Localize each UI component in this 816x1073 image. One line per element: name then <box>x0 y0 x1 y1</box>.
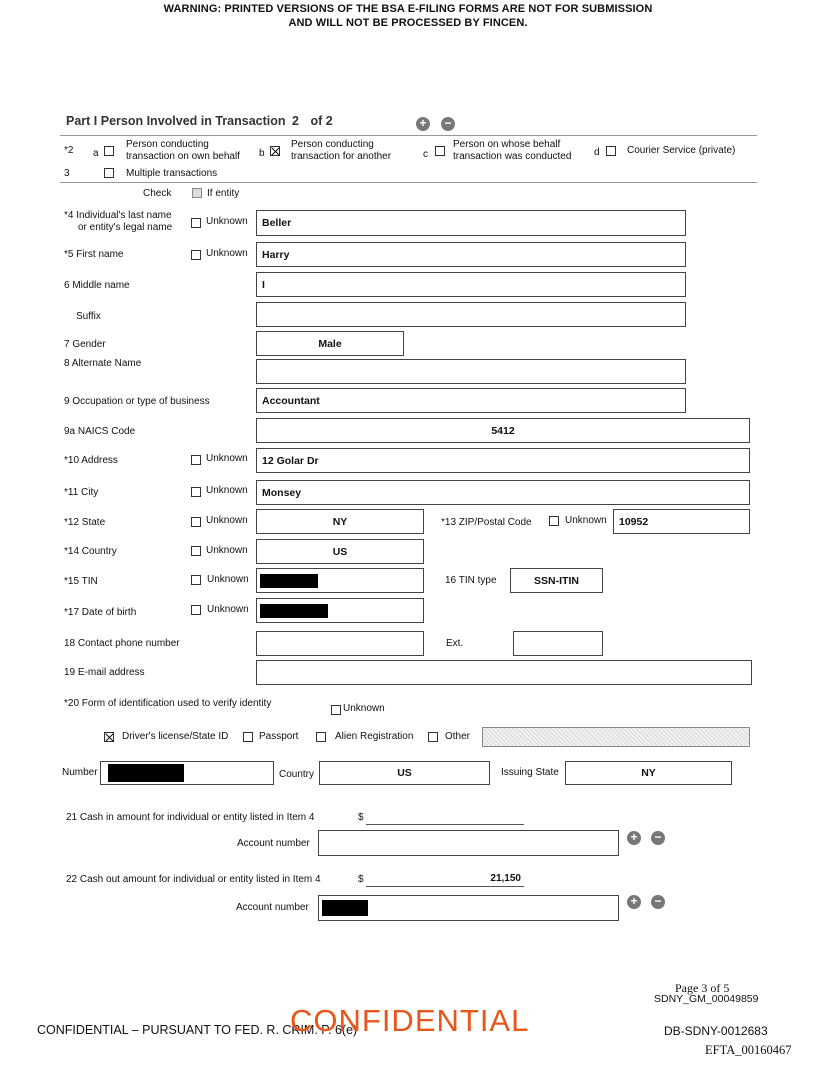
tin-field[interactable] <box>256 568 424 593</box>
item-11-unknown-checkbox[interactable] <box>191 487 201 497</box>
item-2d-checkbox[interactable] <box>606 146 616 156</box>
item-5-label: *5 First name <box>64 249 124 260</box>
occupation-field[interactable]: Accountant <box>256 388 686 413</box>
id-number-label: Number <box>62 767 98 778</box>
item-4-unknown-label: Unknown <box>206 216 248 227</box>
ext-label: Ext. <box>446 638 464 649</box>
id-country-label: Country <box>279 769 315 780</box>
tin-type-field[interactable]: SSN-ITIN <box>510 568 603 593</box>
item-2c-checkbox[interactable] <box>435 146 445 156</box>
item-21-dollar: $ <box>358 812 364 823</box>
item-14-unknown-label: Unknown <box>206 545 248 556</box>
page-number: Page 3 of 5 <box>675 981 730 995</box>
add-person-plus-icon[interactable]: + <box>416 117 430 131</box>
item-14-unknown-checkbox[interactable] <box>191 546 201 556</box>
passport-label: Passport <box>259 731 299 742</box>
item-10-unknown-checkbox[interactable] <box>191 455 201 465</box>
suffix-label: Suffix <box>76 311 101 322</box>
item-13-unknown-checkbox[interactable] <box>549 516 559 526</box>
item-20-unknown-label: Unknown <box>343 703 385 714</box>
last-name-field[interactable]: Beller <box>256 210 686 236</box>
item-16-label: 16 TIN type <box>445 575 497 586</box>
item-17-unknown-label: Unknown <box>207 604 249 615</box>
remove-person-minus-icon[interactable]: − <box>441 117 455 131</box>
doc-id: DB-SDNY-0012683 <box>664 1024 768 1038</box>
item-9-label: 9 Occupation or type of business <box>64 396 210 407</box>
item-8-label: 8 Alternate Name <box>64 358 142 369</box>
item-5-unknown-checkbox[interactable] <box>191 250 201 260</box>
drivers-license-label: Driver's license/State ID <box>122 731 229 742</box>
item-2-number: *2 <box>64 145 74 156</box>
item-15-unknown-label: Unknown <box>207 574 249 585</box>
address-field[interactable]: 12 Golar Dr <box>256 448 750 473</box>
item-3-checkbox[interactable] <box>104 168 114 178</box>
item-17-label: *17 Date of birth <box>64 607 137 618</box>
item-21-account-label: Account number <box>237 838 310 849</box>
id-country-field[interactable]: US <box>319 761 490 785</box>
issuing-state-field[interactable]: NY <box>565 761 732 785</box>
phone-ext-field[interactable] <box>513 631 603 656</box>
item-13-unknown-label: Unknown <box>565 515 607 526</box>
dob-redaction <box>260 604 328 618</box>
item-2b-checkbox[interactable] <box>270 146 280 156</box>
other-id-label: Other <box>445 731 471 742</box>
efta-number: EFTA_00160467 <box>705 1043 792 1057</box>
item-14-label: *14 Country <box>64 546 117 557</box>
first-name-field[interactable]: Harry <box>256 242 686 267</box>
bates-number-gm: SDNY_GM_00049859 <box>654 993 759 1005</box>
item-2b-letter: b <box>259 148 265 159</box>
cash-in-amount-field[interactable] <box>366 824 524 825</box>
item-20-unknown-checkbox[interactable] <box>331 705 341 715</box>
confidential-stamp: CONFIDENTIAL <box>290 1003 530 1038</box>
item-11-label: *11 City <box>64 487 99 498</box>
item-22-dollar: $ <box>358 874 364 885</box>
drivers-license-checkbox[interactable] <box>104 732 114 742</box>
email-field[interactable] <box>256 660 752 685</box>
divider-top <box>60 135 757 136</box>
item-2a-letter: a <box>93 148 99 159</box>
suffix-field[interactable] <box>256 302 686 327</box>
id-number-redaction <box>108 764 184 782</box>
add-cash-out-account-plus-icon[interactable]: + <box>627 895 641 909</box>
city-field[interactable]: Monsey <box>256 480 750 505</box>
middle-name-field[interactable]: I <box>256 272 686 297</box>
item-2c-label <box>453 139 571 163</box>
item-4-line1: *4 Individual's last name <box>64 210 172 221</box>
item-2c-line2: transaction was conducted <box>453 151 572 162</box>
item-12-unknown-checkbox[interactable] <box>191 517 201 527</box>
if-entity-label: If entity <box>207 188 240 199</box>
item-10-label: *10 Address <box>64 455 118 466</box>
cash-out-account-field[interactable] <box>318 895 619 921</box>
item-15-label: *15 TIN <box>64 576 98 587</box>
warning-line-2: AND WILL NOT BE PROCESSED BY FINCEN. <box>288 17 528 29</box>
item-19-label: 19 E-mail address <box>64 667 145 678</box>
warning-line-1: WARNING: PRINTED VERSIONS OF THE BSA E-FILING FORMS ARE NOT FOR SUBMISSION <box>163 3 653 15</box>
item-20-label: *20 Form of identification used to verify identity <box>64 698 272 709</box>
item-10-unknown-label: Unknown <box>206 453 248 464</box>
item-2b-label <box>291 139 391 163</box>
item-2b-line2: transaction for another <box>291 151 392 162</box>
alien-registration-checkbox[interactable] <box>316 732 326 742</box>
cash-in-account-field[interactable] <box>318 830 619 856</box>
if-entity-checkbox[interactable] <box>192 188 202 198</box>
item-2a-label <box>126 139 240 163</box>
item-18-label: 18 Contact phone number <box>64 638 180 649</box>
item-2d-letter: d <box>594 147 600 158</box>
item-15-unknown-checkbox[interactable] <box>191 575 201 585</box>
alien-registration-label: Alien Registration <box>335 731 414 742</box>
other-id-field <box>482 727 750 747</box>
passport-checkbox[interactable] <box>243 732 253 742</box>
item-2c-line1: Person on whose behalf <box>453 139 561 150</box>
id-number-field[interactable] <box>100 761 274 785</box>
country-field[interactable]: US <box>256 539 424 564</box>
item-11-unknown-label: Unknown <box>206 485 248 496</box>
cash-out-amount-underline <box>366 886 524 887</box>
other-id-checkbox[interactable] <box>428 732 438 742</box>
alternate-name-field[interactable] <box>256 359 686 384</box>
phone-field[interactable] <box>256 631 424 656</box>
part-title-text: Part I Person Involved in Transaction <box>66 114 286 128</box>
tin-redaction <box>260 574 318 588</box>
remove-cash-out-account-minus-icon[interactable]: − <box>651 895 665 909</box>
item-5-unknown-label: Unknown <box>206 248 248 259</box>
part-title <box>66 114 333 128</box>
cash-out-account-redaction <box>322 900 368 916</box>
item-22-account-label: Account number <box>236 902 309 913</box>
item-2d-label: Courier Service (private) <box>627 145 736 156</box>
add-cash-in-account-plus-icon[interactable]: + <box>627 831 641 845</box>
item-3-number: 3 <box>64 168 70 179</box>
item-17-unknown-checkbox[interactable] <box>191 605 201 615</box>
item-6-label: 6 Middle name <box>64 280 130 291</box>
item-3-label: Multiple transactions <box>126 168 218 179</box>
item-12-label: *12 State <box>64 517 106 528</box>
part-of: of 2 <box>310 114 333 128</box>
cash-out-amount-field[interactable]: 21,150 <box>490 873 521 884</box>
item-2c-letter: c <box>423 149 428 160</box>
confidential-footer-text: CONFIDENTIAL – PURSUANT TO FED. R. CRIM. P. 6(e) <box>37 1023 358 1037</box>
item-13-label: *13 ZIP/Postal Code <box>441 517 532 528</box>
divider-item-3 <box>60 182 757 183</box>
item-21-label: 21 Cash in amount for individual or entity listed in Item 4 <box>66 812 315 823</box>
check-label: Check <box>143 188 172 199</box>
remove-cash-in-account-minus-icon[interactable]: − <box>651 831 665 845</box>
item-4-line2: or entity's legal name <box>78 222 173 233</box>
item-4-unknown-checkbox[interactable] <box>191 218 201 228</box>
issuing-state-label: Issuing State <box>501 767 559 778</box>
item-22-label: 22 Cash out amount for individual or entity listed in Item 4 <box>66 874 321 885</box>
item-2a-line2: transaction on own behalf <box>126 151 240 162</box>
gender-field[interactable]: Male <box>256 331 404 356</box>
item-7-label: 7 Gender <box>64 339 106 350</box>
item-2b-line1: Person conducting <box>291 139 374 150</box>
date-of-birth-field[interactable] <box>256 598 424 623</box>
item-4-label <box>64 210 172 234</box>
warning-banner <box>0 2 816 30</box>
zip-code-field[interactable]: 10952 <box>613 509 750 534</box>
item-12-unknown-label: Unknown <box>206 515 248 526</box>
state-field[interactable]: NY <box>256 509 424 534</box>
part-number: 2 <box>292 114 299 128</box>
item-9a-label: 9a NAICS Code <box>64 426 136 437</box>
item-2a-checkbox[interactable] <box>104 146 114 156</box>
naics-code-field[interactable]: 5412 <box>256 418 750 443</box>
item-2a-line1: Person conducting <box>126 139 209 150</box>
